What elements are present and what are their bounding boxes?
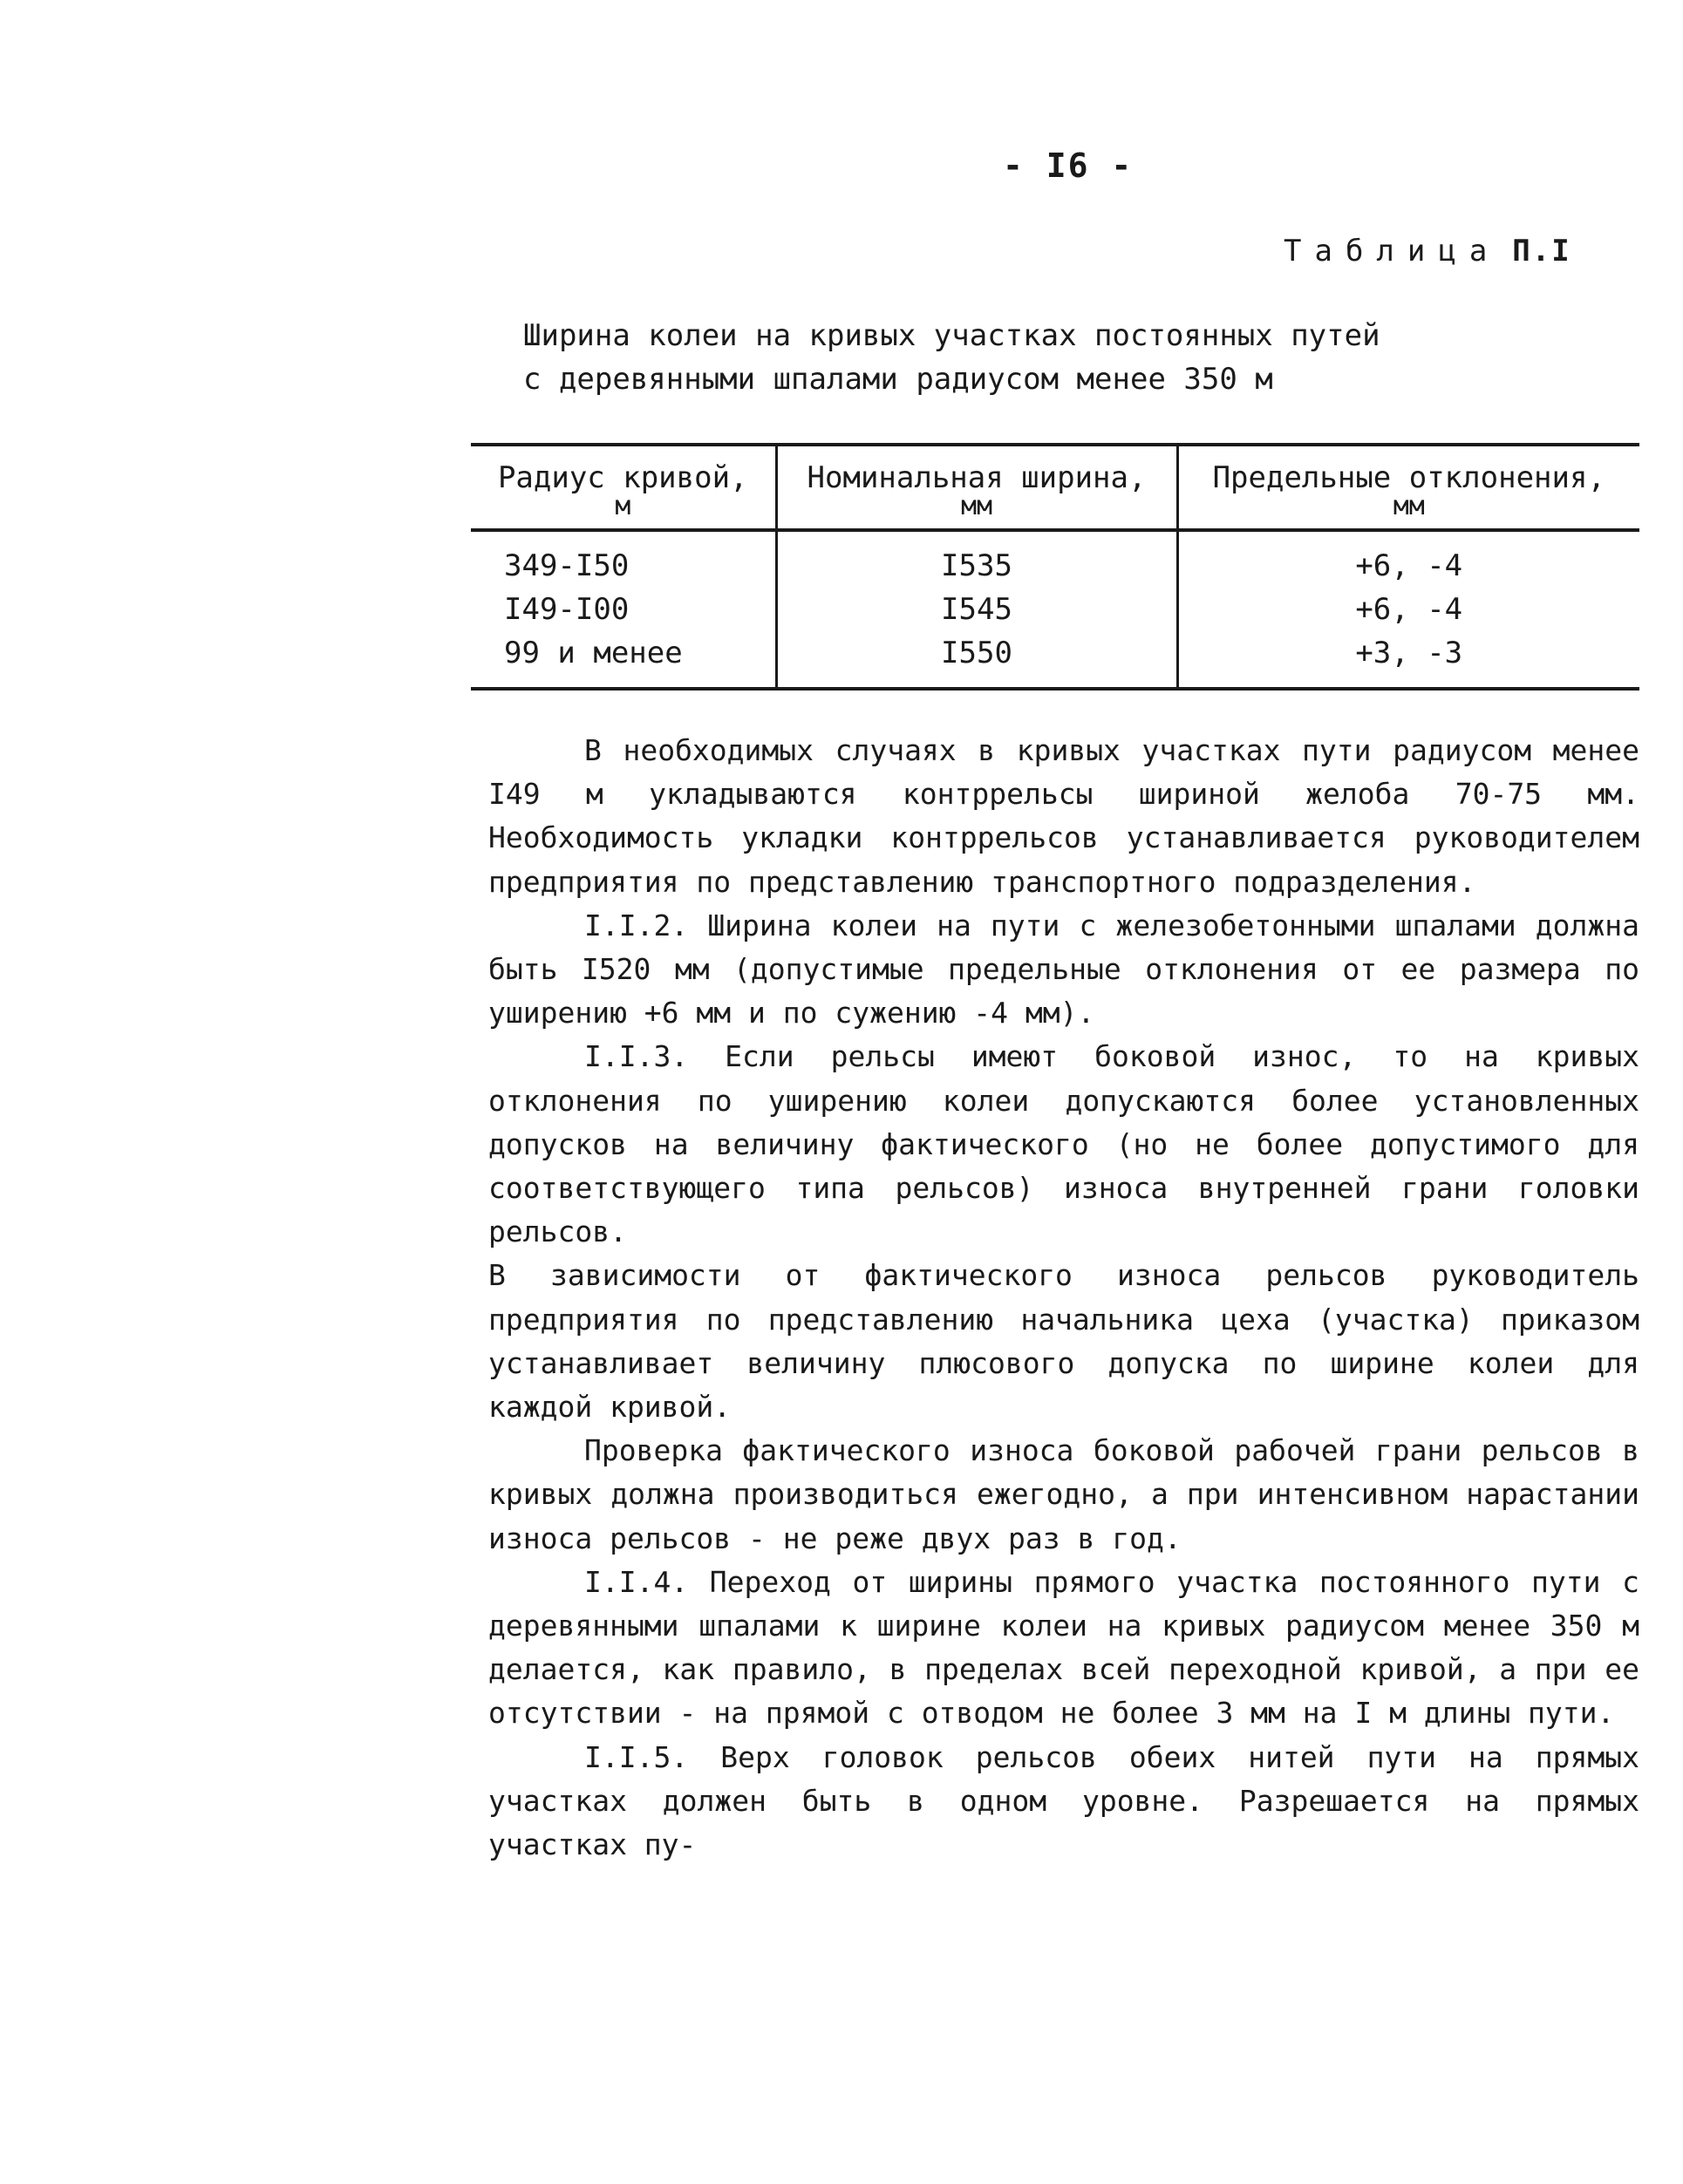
gauge-width-table <box>471 443 1639 691</box>
paragraph: I.I.2. Ширина колеи на пути с железобетонными шпалами должна быть I520 мм (допустимые предельные отклонения от ее размера по уширению +6 мм и по сужению -4 мм). <box>488 908 1639 1031</box>
table-title-line: Ширина колеи на кривых участках постоянных путей <box>523 318 1380 353</box>
cell-radius: 99 и менее <box>504 636 683 670</box>
table-title-line: с деревянными шпалами радиусом менее 350 м <box>523 362 1273 397</box>
column-header-unit: мм <box>1393 491 1425 521</box>
cell-deviation: +3, -3 <box>1177 631 1639 689</box>
table-label-number: П.I <box>1512 234 1571 269</box>
table-title <box>523 314 1380 401</box>
column-header-radius <box>471 445 776 530</box>
cell-deviation: +6, -4 <box>1177 588 1639 631</box>
cell-radius: I49-I00 <box>504 592 630 627</box>
column-header-unit: м <box>615 491 631 521</box>
cell-nominal-width: I545 <box>776 588 1177 631</box>
cell-nominal-width: I535 <box>776 530 1177 588</box>
cell-deviation: +6, -4 <box>1177 530 1639 588</box>
table-row <box>471 530 1639 588</box>
paragraph: I.I.5. Верх головок рельсов обеих нитей пути на прямых участках должен быть в одном уровне. Разрешается на прямых участках пу- <box>488 1739 1639 1862</box>
body-text <box>488 729 1639 1867</box>
table-label <box>1284 234 1571 269</box>
paragraph: I.I.3. Если рельсы имеют боковой износ, то на кривых отклонения по уширению колеи допускаются более установленных допусков на величину фактического (но не более допустимого для соответствующего типа рельсов) износа внутренней грани головки рельсов. <box>488 1039 1639 1249</box>
paragraph: Проверка фактического износа боковой рабочей грани рельсов в кривых должна производиться ежегодно, а при интенсивном нарастании износа рельсов - не реже двух раз в год. <box>488 1433 1639 1555</box>
column-header-nominal-width <box>776 445 1177 530</box>
paragraph: В необходимых случаях в кривых участках пути радиусом менее I49 м укладываются контррельсы шириной желоба 70-75 мм. Необходимость укладки контррельсов устанавливается руководителем предприятия по представлению транспортного подразделения. <box>488 733 1639 899</box>
page-number: - I6 - <box>1003 146 1134 185</box>
column-header-label: Радиус кривой, <box>497 460 748 495</box>
table-row <box>471 588 1639 631</box>
cell-radius: 349-I50 <box>504 548 630 583</box>
table-header-row <box>471 445 1639 530</box>
column-header-label: Предельные отклонения, <box>1212 460 1605 495</box>
paragraph: I.I.4. Переход от ширины прямого участка постоянного пути с деревянными шпалами к ширине колеи на кривых радиусом менее 350 м делается, как правило, в пределах всей переходной кривой, а при ее отсутствии - на прямой с отводом не более 3 мм на I м длины пути. <box>488 1564 1639 1731</box>
table-label-word: Таблица <box>1284 234 1501 269</box>
column-header-unit: мм <box>960 491 993 521</box>
paragraph: В зависимости от фактического износа рельсов руководитель предприятия по представлению начальника цеха (участка) приказом устанавливает величину плюсового допуска по ширине колеи для каждой кривой. <box>488 1258 1639 1425</box>
column-header-deviation <box>1177 445 1639 530</box>
table-row <box>471 631 1639 689</box>
cell-nominal-width: I550 <box>776 631 1177 689</box>
column-header-label: Номинальная ширина, <box>807 460 1147 495</box>
